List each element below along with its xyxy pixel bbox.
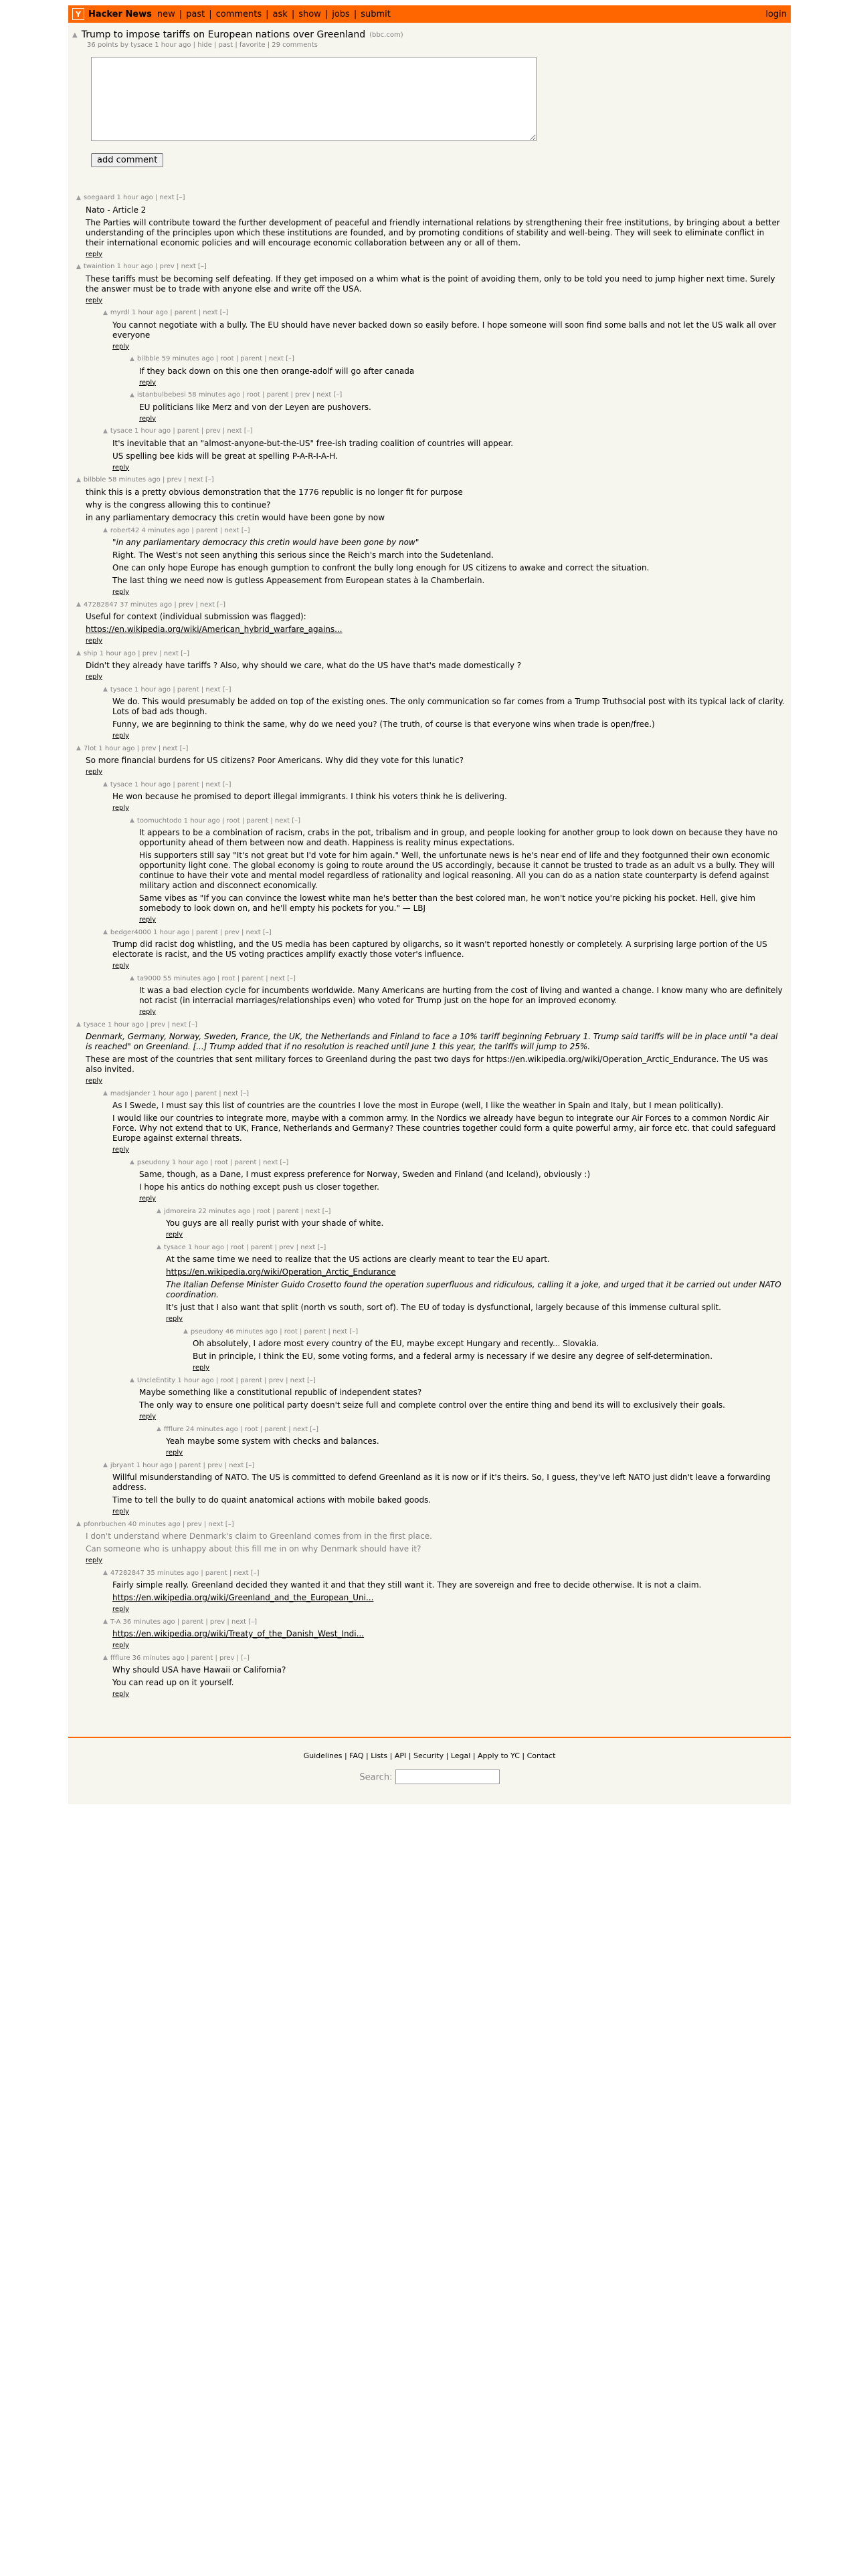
reply-link[interactable]: reply	[139, 1413, 157, 1420]
comment-header	[103, 1618, 785, 1627]
comment-meta[interactable]: robert42 4 minutes ago | parent | next [–]	[110, 526, 250, 534]
comment-text	[112, 1473, 785, 1505]
comment-meta[interactable]: jdmoreira 22 minutes ago | root | parent | next [–]	[163, 1207, 331, 1215]
comment-header	[130, 817, 785, 826]
comment	[76, 194, 785, 259]
comment-text	[139, 828, 785, 914]
comment-paragraph: Nato - Article 2	[86, 205, 147, 215]
comment-meta[interactable]: jbryant 1 hour ago | parent | prev | next [–]	[110, 1461, 255, 1469]
reply-link[interactable]: reply	[139, 415, 157, 423]
comment-textarea[interactable]	[91, 57, 537, 141]
comment-paragraph: EU politicians like Merz and von der Leyen are pushovers.	[139, 402, 371, 412]
comment-paragraph: I would like our countries to integrate more, maybe with a common army. In the Nordics we already have begun to integrate our Air Forces to a common Nordic Air Force. Why not extend that to UK, France, Netherlands and Germany? These countries together could form a quite powerful army, air force etc. that could safeguard Europe against external threats.	[112, 1113, 776, 1143]
footer-link[interactable]: Guidelines	[303, 1751, 343, 1760]
comment	[103, 1618, 785, 1650]
comment-text	[166, 1436, 785, 1446]
comment	[76, 263, 785, 305]
comment-paragraph: We do. This would presumably be added on top of the existing ones. The only communication so far comes from a Trump Truthsocial post with its typical lack of clarity. Lots of bad ads though.	[112, 697, 785, 716]
comment-paragraph: Funny, we are beginning to think the same, why do we need you? (The truth, of course is that everyone wins when trade is open/free.)	[112, 720, 655, 729]
comment-paragraph: His supporters still say "It's not great but I'd vote for him again." Well, the unfortunate news is he's near end of life and they footgunned their own economic opportunity light cone. The global economy is going to route around the US accordingly, because it cannot be trusted to trade as an adult vs a bully. They will continue to have their vote and mental model regardless of rationality and logical reasoning. All you can do as a nation state counterparty is defend against military action and disconnect economically.	[139, 851, 775, 890]
upvote-icon[interactable]: ▲	[103, 1654, 108, 1662]
upvote-icon[interactable]: ▲	[130, 391, 134, 399]
comment	[103, 686, 785, 741]
comment-meta[interactable]: myrdl 1 hour ago | parent | next [–]	[110, 309, 229, 316]
upvote-icon[interactable]: ▲	[103, 427, 108, 435]
comment-header	[103, 309, 785, 318]
comment-text	[139, 1388, 785, 1410]
comment-paragraph: Willful misunderstanding of NATO. The US is committed to defend Greenland as it is now or if it's theirs. So, I guess, they've left NATO just didn't leave a forwarding address.	[112, 1473, 771, 1492]
reply-link[interactable]: reply	[86, 768, 103, 776]
comment-paragraph: If they back down on this one then orange-adolf will go after canada	[139, 366, 415, 376]
comment-meta[interactable]: UncleEntity 1 hour ago | root | parent | prev | next [–]	[136, 1376, 316, 1384]
comment-header	[130, 391, 785, 400]
comment-paragraph: It's just that I also want that split (north vs south, sort of). The EU of today is dysfunctional, largely because of this immense cultural split.	[166, 1303, 721, 1312]
reply-link[interactable]: reply	[86, 673, 103, 681]
comment-paragraph: The only way to ensure one political party doesn't seize full and complete control over the entire thing and bend its will to exclusively their goals.	[139, 1400, 725, 1410]
reply-link[interactable]: reply	[112, 463, 130, 471]
comment-paragraph: You cannot negotiate with a bully. The EU should have never backed down so easily before. I hope someone will soon find some balls and not let the US walk all over everyone	[112, 320, 777, 340]
story-site[interactable]: (bbc.com)	[369, 31, 403, 39]
comment-header	[103, 527, 785, 536]
nav-separator: |	[353, 9, 357, 19]
comment-meta[interactable]: madsjander 1 hour ago | parent | next [–]	[110, 1089, 249, 1097]
comment-paragraph: Maybe something like a constitutional republic of independent states?	[139, 1388, 422, 1397]
reply-link[interactable]: reply	[139, 916, 157, 924]
footer-separator: |	[444, 1751, 451, 1760]
footer-link[interactable]: FAQ	[349, 1751, 364, 1760]
comment-text	[86, 1531, 785, 1554]
nav-link-comments[interactable]: comments	[215, 9, 262, 19]
comment-paragraph: These tariffs must be becoming self defeating. If they get imposed on a whim what is the point of avoiding them, only to be told you need to jump higher next time. Surely the answer must be to trade with anyone else and write off the USA.	[86, 274, 775, 294]
comment	[157, 1208, 785, 1240]
comment-paragraph: It's inevitable that an "almost-anyone-but-the-US" free-ish trading coalition of countries will appear.	[112, 438, 514, 448]
comment	[130, 1159, 785, 1204]
reply-link[interactable]: reply	[86, 1557, 103, 1564]
comment	[76, 601, 785, 646]
comment-form	[91, 57, 787, 167]
comment-text	[112, 538, 785, 586]
footer-separator: |	[406, 1751, 413, 1760]
comment-text	[86, 274, 785, 294]
comment	[103, 929, 785, 971]
comment-text	[139, 986, 785, 1006]
footer-separator: |	[470, 1751, 478, 1760]
comment-text	[86, 661, 785, 671]
comment-paragraph: It appears to be a combination of racism, crabs in the pot, tribalism and in group, and people looking for another group to look down on because they have no opportunity ahead of them between now and death. Happiness is reality minus expectations.	[139, 828, 778, 847]
comment-meta[interactable]: 47282847 37 minutes ago | prev | next [–]	[83, 601, 226, 609]
reply-link[interactable]: reply	[112, 588, 130, 596]
nav-separator: |	[324, 9, 328, 19]
header-bar	[68, 5, 791, 23]
comment-text	[139, 403, 785, 413]
comment-text	[112, 320, 785, 340]
comment-meta[interactable]: bedger4000 1 hour ago | parent | prev | next [–]	[110, 928, 272, 936]
upvote-icon[interactable]: ▲	[76, 1521, 81, 1528]
comment	[103, 1654, 785, 1699]
comment-paragraph: think this is a pretty obvious demonstration that the 1776 republic is no longer fit for purpose	[86, 487, 463, 497]
footer-links	[68, 1751, 791, 1760]
comment-text	[112, 1629, 785, 1639]
comment-paragraph: You can read up on it yourself.	[112, 1678, 234, 1687]
comment-paragraph: Denmark, Germany, Norway, Sweden, France, the UK, the Netherlands and Finland to face a 10% tariff beginning February 1. Trump said tariffs will be in place until "a deal is reached" on Greenland. [...] Trump added that if no resolution is reached until June 1 this year, the tariffs will jump to 25%.	[86, 1032, 778, 1051]
upvote-icon[interactable]: ▲	[157, 1244, 161, 1251]
comment-header	[130, 1159, 785, 1168]
comment-paragraph: The Italian Defense Minister Guido Crosetto found the operation superfluous and ridiculous, calling it a joke, and urged that it be carried out under NATO coordination.	[166, 1280, 781, 1299]
reply-link[interactable]: reply	[193, 1364, 210, 1372]
comment-header	[157, 1208, 785, 1216]
comment	[130, 975, 785, 1017]
comment-text	[166, 1218, 785, 1228]
comment-text	[139, 366, 785, 377]
reply-link[interactable]: reply	[166, 1449, 183, 1457]
comment	[130, 391, 785, 423]
upvote-icon[interactable]: ▲	[103, 1090, 108, 1097]
comment	[157, 1244, 785, 1324]
comment-header	[76, 601, 785, 610]
reply-link[interactable]: reply	[139, 1195, 157, 1202]
footer-link[interactable]: Legal	[450, 1751, 471, 1760]
comment-paragraph: Trump did racist dog whistling, and the US media has been captured by oligarchs, so it wasn't reported honestly or completely. A surprising large portion of the US electorate is racist, and the US voting practices amplify exactly those voter's influence.	[112, 940, 767, 959]
comment-meta[interactable]: ta9000 55 minutes ago | root | parent | next [–]	[136, 974, 296, 982]
footer-link[interactable]: API	[394, 1751, 407, 1760]
footer-link[interactable]: Apply to YC	[478, 1751, 520, 1760]
comment-header	[103, 427, 785, 436]
comment-paragraph: I don't understand where Denmark's claim to Greenland comes from in the first place.	[86, 1531, 432, 1541]
comment	[103, 527, 785, 597]
reply-link[interactable]: reply	[139, 379, 157, 387]
comment-paragraph: Right. The West's not seen anything this serious since the Reich's march into the Sudetenland.	[112, 550, 494, 560]
reply-link[interactable]: reply	[112, 1146, 130, 1154]
upvote-icon[interactable]: ▲	[103, 309, 108, 316]
reply-link[interactable]: reply	[166, 1315, 183, 1323]
upvote-icon[interactable]: ▲	[157, 1208, 161, 1215]
comment-text	[86, 1032, 785, 1075]
footer-separator: |	[387, 1751, 395, 1760]
comment	[76, 650, 785, 682]
comment-header	[130, 355, 785, 364]
comment-paragraph: These are most of the countries that sent military forces to Greenland during the past two days for https://en.wikipedia.org/wiki/Operation_Arctic_Endurance. The US was also invited.	[86, 1055, 768, 1074]
site-title[interactable]: Hacker News	[88, 9, 152, 19]
footer-link[interactable]: Lists	[371, 1751, 388, 1760]
upvote-icon[interactable]: ▲	[157, 1426, 161, 1433]
comment-paragraph: He won because he promised to deport illegal immigrants. I think his voters think he is delivering.	[112, 792, 507, 801]
search-area	[68, 1769, 791, 1784]
comment-text	[112, 1665, 785, 1688]
footer-separator: |	[519, 1751, 527, 1760]
comment	[130, 817, 785, 925]
comment-meta[interactable]: soegaard 1 hour ago | next [–]	[83, 194, 185, 201]
nav-link-show[interactable]: show	[298, 9, 321, 19]
upvote-icon[interactable]: ▲	[76, 650, 81, 657]
comment-paragraph: It was a bad election cycle for incumbents worldwide. Many Americans are hurting from the cost of living and wanted a change. I know many who are definitely not racist (in interracial marriages/relationships even) who voted for Trump just on the hope for an improved economy.	[139, 986, 783, 1005]
comment-header	[103, 929, 785, 938]
comment-paragraph: I hope his antics do nothing except push us closer together.	[139, 1182, 379, 1192]
comment-meta[interactable]: bilbble 58 minutes ago | prev | next [–]	[83, 476, 214, 484]
comment-meta[interactable]: ffflure 36 minutes ago | parent | prev | [–]	[110, 1654, 250, 1662]
comment-meta[interactable]: tysace 1 hour ago | prev | next [–]	[83, 1021, 198, 1029]
comment-header	[103, 686, 785, 695]
comment-meta[interactable]: pseudony 1 hour ago | root | parent | next [–]	[136, 1158, 289, 1166]
comment-meta[interactable]: toomuchtodo 1 hour ago | root | parent | next [–]	[136, 817, 301, 825]
comment-paragraph: in any parliamentary democracy this cretin would have been gone by now	[86, 512, 385, 522]
comment-paragraph: Can someone who is unhappy about this fill me in on why Denmark should have it?	[86, 1544, 421, 1553]
comment-header	[103, 781, 785, 790]
comment	[103, 309, 785, 351]
comment-meta[interactable]: ship 1 hour ago | prev | next [–]	[83, 649, 189, 657]
login-link[interactable]: login	[765, 9, 787, 19]
reply-link[interactable]: reply	[86, 250, 103, 258]
footer	[68, 1737, 791, 1804]
comment-meta[interactable]: tysace 1 hour ago | parent | next [–]	[110, 685, 231, 693]
comment	[103, 1570, 785, 1614]
comment-paragraph: One can only hope Europe has enough gumption to confront the bully long enough for US citizens to awake and correct the situation.	[112, 563, 650, 572]
footer-link[interactable]: Security	[413, 1751, 444, 1760]
comment-header	[130, 975, 785, 984]
upvote-icon[interactable]: ▲	[183, 1328, 188, 1335]
comment-text	[112, 697, 785, 730]
comment-header	[157, 1426, 785, 1434]
story-subtext: 36 points by tysace 1 hour ago | hide | past | favorite | 29 comments	[87, 41, 318, 49]
comment-header	[76, 650, 785, 659]
nav-link-past[interactable]: past	[186, 9, 205, 19]
comment-meta[interactable]: twaintion 1 hour ago | prev | next [–]	[83, 263, 207, 270]
search-label: Search:	[359, 1772, 393, 1782]
reply-link[interactable]: reply	[112, 1691, 130, 1698]
nav-separator: |	[266, 9, 269, 19]
logo-icon[interactable]: Y	[72, 8, 84, 20]
comment-text	[112, 940, 785, 960]
footer-separator: |	[363, 1751, 371, 1760]
comment	[130, 1377, 785, 1422]
comment-text	[86, 205, 785, 248]
nav-links	[157, 9, 391, 19]
comment-text	[112, 1580, 785, 1603]
comment	[76, 1521, 785, 1566]
reply-link[interactable]: reply	[139, 1008, 157, 1016]
comment-meta[interactable]: 7lot 1 hour ago | prev | next [–]	[83, 744, 189, 752]
upvote-icon[interactable]: ▲	[130, 1377, 134, 1384]
comment-meta[interactable]: ffflure 24 minutes ago | root | parent | next [–]	[163, 1425, 318, 1433]
comment-paragraph: Why should USA have Hawaii or California?	[112, 1665, 286, 1675]
comment	[103, 427, 785, 472]
comment-text	[166, 1255, 785, 1313]
comment-header	[130, 1377, 785, 1386]
search-input[interactable]	[395, 1769, 500, 1784]
reply-link[interactable]: reply	[86, 1077, 103, 1085]
reply-link[interactable]: reply	[112, 1606, 130, 1613]
comment	[157, 1426, 785, 1458]
upvote-icon[interactable]: ▲	[76, 1021, 81, 1029]
comment-text	[86, 488, 785, 523]
comment-paragraph: Time to tell the bully to do quaint anatomical actions with mobile baked goods.	[112, 1495, 432, 1505]
upvote-icon[interactable]: ▲	[130, 817, 134, 825]
comment-meta[interactable]: T-A 36 minutes ago | parent | prev | next [–]	[110, 1618, 258, 1626]
upvote-icon[interactable]: ▲	[130, 355, 134, 362]
reply-link[interactable]: reply	[86, 296, 103, 304]
comment-paragraph: At the same time we need to realize that the US actions are clearly meant to tear the EU apart.	[166, 1255, 550, 1264]
reply-link[interactable]: reply	[112, 342, 130, 350]
comment-meta[interactable]: pfonrbuchen 40 minutes ago | prev | next [–]	[83, 1520, 234, 1528]
comment-paragraph: why is the congress allowing this to continue?	[86, 500, 271, 510]
comment-paragraph: Same vibes as "If you can convince the lowest white man he's better than the best colored man, he won't notice you're picking his pocket. Hell, give him somebody to look down on, and he'll empty his pockets for you." — LBJ	[139, 893, 756, 913]
reply-link[interactable]: reply	[86, 637, 103, 645]
upvote-icon[interactable]: ▲	[103, 929, 108, 936]
nav-link-new[interactable]: new	[157, 9, 175, 19]
title-line	[72, 29, 787, 40]
footer-separator: |	[342, 1751, 350, 1760]
comment-paragraph: So more financial burdens for US citizens? Poor Americans. Why did they vote for this lunatic?	[86, 756, 464, 765]
comment-paragraph: "in any parliamentary democracy this cretin would have been gone by now"	[112, 538, 419, 547]
comment-header	[76, 745, 785, 754]
comment	[76, 745, 785, 777]
reply-link[interactable]: reply	[112, 732, 130, 740]
comment-header	[183, 1328, 785, 1337]
upvote-icon[interactable]: ▲	[76, 194, 81, 201]
comment-link[interactable]: https://en.wikipedia.org/wiki/Greenland_and_the_European_Uni...	[112, 1593, 374, 1602]
comment-header	[103, 1462, 785, 1471]
comment-header	[76, 1521, 785, 1529]
comment-meta[interactable]: tysace 1 hour ago | parent | prev | next [–]	[110, 427, 253, 435]
comment-header	[103, 1090, 785, 1099]
upvote-icon[interactable]: ▲	[103, 1618, 108, 1626]
comment-paragraph: Oh absolutely, I adore most every country of the EU, maybe except Hungary and recently... Slovakia.	[193, 1339, 599, 1348]
comment-header	[76, 1021, 785, 1030]
upvote-icon[interactable]: ▲	[76, 263, 81, 270]
nav-separator: |	[179, 9, 183, 19]
upvote-icon[interactable]: ▲	[130, 975, 134, 982]
reply-link[interactable]: reply	[112, 1508, 130, 1515]
comment-tree	[68, 194, 791, 1717]
reply-link[interactable]: reply	[166, 1231, 183, 1239]
nav-separator: |	[209, 9, 212, 19]
nav-link-submit[interactable]: submit	[361, 9, 391, 19]
upvote-icon[interactable]: ▲	[103, 781, 108, 788]
comment-meta[interactable]: 47282847 35 minutes ago | parent | next [–]	[110, 1569, 260, 1577]
upvote-icon[interactable]: ▲	[72, 31, 78, 39]
comment-text	[193, 1339, 785, 1362]
comment	[76, 476, 785, 523]
comment-meta[interactable]: tysace 1 hour ago | root | parent | prev | next [–]	[163, 1243, 326, 1251]
comment-meta[interactable]: bilbble 59 minutes ago | root | parent | next [–]	[136, 355, 294, 362]
comment-paragraph: The last thing we need now is gutless Appeasement from European states à la Chamberlain.	[112, 576, 485, 585]
comment-text	[86, 756, 785, 766]
comment-paragraph: Yeah maybe some system with checks and balances.	[166, 1436, 379, 1446]
nav-link-jobs[interactable]: jobs	[332, 9, 350, 19]
reply-link[interactable]: reply	[112, 962, 130, 970]
comment	[183, 1328, 785, 1373]
comment-text	[139, 1170, 785, 1192]
comment-header	[76, 263, 785, 272]
comment-link[interactable]: https://en.wikipedia.org/wiki/Operation_Arctic_Endurance	[166, 1267, 396, 1277]
comment-meta[interactable]: istanbulbebesi 58 minutes ago | root | parent | prev | next [–]	[136, 391, 343, 399]
comment-text	[112, 1101, 785, 1144]
reply-link[interactable]: reply	[112, 804, 130, 812]
comment-paragraph: Useful for context (individual submission was flagged):	[86, 612, 306, 621]
comment-text	[112, 439, 785, 461]
comment-paragraph: As I Swede, I must say this list of countries are the countries I love the most in Europe (well, I like the weather in Spain and Italy, but I mean politically).	[112, 1101, 724, 1110]
comment-header	[76, 194, 785, 203]
upvote-icon[interactable]: ▲	[76, 601, 81, 609]
comment-paragraph: Fairly simple really. Greenland decided they wanted it and that they still want it. They are sovereign and free to decide otherwise. It is not a claim.	[112, 1580, 702, 1590]
upvote-icon[interactable]: ▲	[103, 527, 108, 534]
comment-header	[103, 1570, 785, 1578]
upvote-icon[interactable]: ▲	[76, 476, 81, 484]
comment-header	[76, 476, 785, 485]
upvote-icon[interactable]: ▲	[76, 745, 81, 752]
comment	[76, 1021, 785, 1086]
comment-header	[103, 1654, 785, 1663]
comment	[103, 1090, 785, 1155]
upvote-icon[interactable]: ▲	[103, 1462, 108, 1469]
nav-link-ask[interactable]: ask	[272, 9, 288, 19]
upvote-icon[interactable]: ▲	[130, 1159, 134, 1166]
comment-meta[interactable]: pseudony 46 minutes ago | root | parent | next [–]	[190, 1327, 359, 1335]
add-comment-button[interactable]: add comment	[91, 153, 163, 167]
reply-link[interactable]: reply	[112, 1642, 130, 1649]
comment-paragraph: Didn't they already have tariffs ? Also, why should we care, what do the US have that's made domestically ?	[86, 661, 522, 670]
upvote-icon[interactable]: ▲	[103, 1570, 108, 1577]
comment-meta[interactable]: tysace 1 hour ago | parent | next [–]	[110, 780, 231, 788]
comment-paragraph: US spelling bee kids will be great at spelling P-A-R-I-A-H.	[112, 451, 338, 461]
comment-link[interactable]: https://en.wikipedia.org/wiki/American_hybrid_warfare_agains...	[86, 625, 343, 634]
comment	[103, 1462, 785, 1517]
comment-paragraph: The Parties will contribute toward the further development of peaceful and friendly international relations by strengthening their free institutions, by bringing about a better understanding of the principles upon which these institutions are founded, and by promoting conditions of stability and well-being. They will seek to eliminate conflict in their international economic policies and will encourage economic collaboration between any or all of them.	[86, 217, 780, 247]
comment-text	[86, 612, 785, 635]
comment-paragraph: But in principle, I think the EU, some voting forms, and a federal army is necessary if we desire any degree of self-determination.	[193, 1352, 713, 1361]
comment	[103, 781, 785, 813]
upvote-icon[interactable]: ▲	[103, 686, 108, 693]
comment-paragraph: You guys are all really purist with your shade of white.	[166, 1218, 384, 1228]
comment	[130, 355, 785, 387]
comment-text	[112, 792, 785, 802]
comment-paragraph: Same, though, as a Dane, I must express preference for Norway, Sweden and Finland (and Iceland), obviously :)	[139, 1170, 591, 1179]
comment-header	[157, 1244, 785, 1253]
comment-link[interactable]: https://en.wikipedia.org/wiki/Treaty_of_the_Danish_West_Indi...	[112, 1629, 365, 1638]
story-title[interactable]: Trump to impose tariffs on European nations over Greenland	[81, 29, 366, 40]
page-container	[68, 5, 791, 1804]
footer-link[interactable]: Contact	[527, 1751, 556, 1760]
nav-separator: |	[291, 9, 295, 19]
story	[68, 23, 791, 167]
